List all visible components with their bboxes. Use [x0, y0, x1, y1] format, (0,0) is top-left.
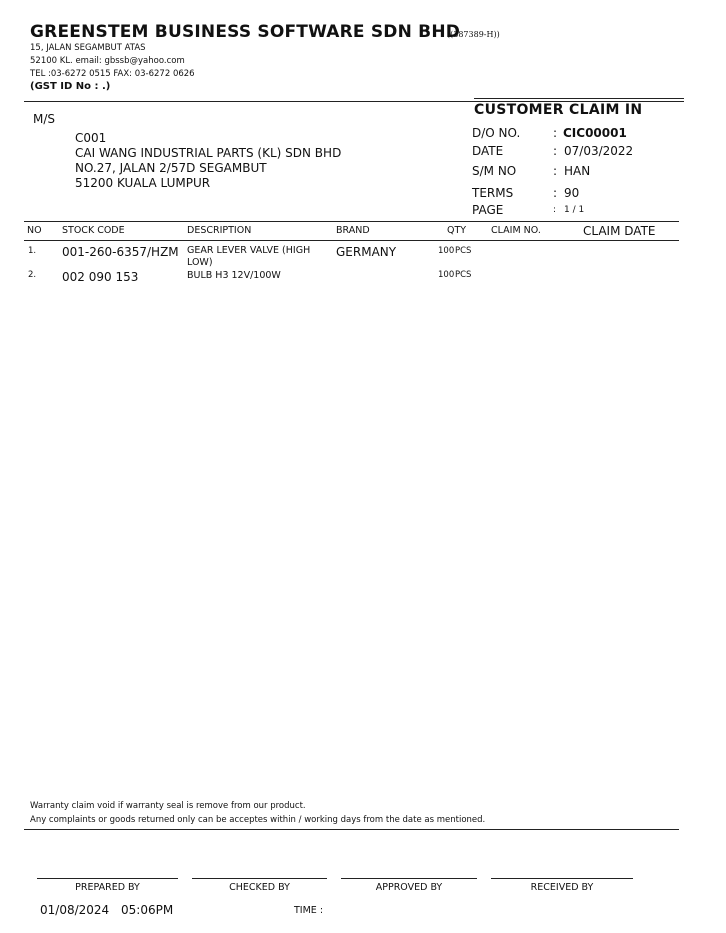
col-header-claim-no: CLAIM NO. [491, 225, 541, 236]
row2-description-line1: BULB H3 12V/100W [187, 270, 281, 281]
date-label: DATE [472, 144, 504, 158]
received-by-line [491, 878, 633, 879]
row1-description-line1: GEAR LEVER VALVE (HIGH [187, 245, 311, 256]
row2-uom: PCS [455, 270, 472, 280]
sm-no-value: HAN [564, 164, 591, 178]
ms-label: M/S [33, 112, 56, 126]
row1-stock-code: 001-260-6357/HZM [62, 245, 179, 259]
terms-colon: : [553, 186, 558, 200]
row2-stock-code: 002 090 153 [62, 270, 139, 284]
row2-no: 2. [28, 270, 37, 280]
row1-description-line2: LOW) [187, 257, 213, 268]
customer-address2: 51200 KUALA LUMPUR [75, 176, 211, 190]
customer-name: CAI WANG INDUSTRIAL PARTS (KL) SDN BHD [75, 146, 342, 160]
col-header-qty: QTY [447, 225, 467, 236]
customer-code: C001 [75, 131, 107, 145]
sm-no-colon: : [553, 164, 558, 178]
sm-no-label: S/M NO [472, 164, 517, 178]
document-title: CUSTOMER CLAIM IN [474, 102, 643, 118]
prepared-by-line [37, 878, 178, 879]
received-by-label: RECEIVED BY [530, 882, 594, 893]
col-header-stock-code: STOCK CODE [62, 225, 125, 236]
title-rule-top [474, 98, 684, 99]
warranty-note: Warranty claim void if warranty seal is remove from our product. [30, 801, 306, 811]
row2-qty: 100 [438, 270, 455, 280]
table-header-rule-top [24, 221, 679, 222]
row1-brand: GERMANY [336, 245, 397, 259]
complaints-note: Any complaints or goods returned only can be acceptes within / working days from the date as mentioned. [30, 815, 486, 825]
customer-address1: NO.27, JALAN 2/57D SEGAMBUT [75, 161, 267, 175]
terms-value: 90 [564, 186, 580, 200]
terms-label: TERMS [472, 186, 514, 200]
checked-by-label: CHECKED BY [229, 882, 290, 893]
page-colon: : [553, 205, 557, 215]
page-value: 1 / 1 [564, 205, 585, 215]
row1-no: 1. [28, 246, 37, 256]
company-address-line1: 15, JALAN SEGAMBUT ATAS [30, 43, 146, 53]
table-header-rule-bottom [24, 240, 679, 241]
company-name: GREENSTEM BUSINESS SOFTWARE SDN BHD [30, 22, 461, 42]
col-header-no: NO [27, 225, 42, 236]
notes-rule [24, 829, 679, 830]
date-colon: : [553, 144, 558, 158]
company-reg-no: ((387389-H)) [447, 30, 500, 39]
col-header-claim-date: CLAIM DATE [583, 224, 656, 238]
company-gst-id: (GST ID No : .) [30, 81, 111, 92]
prepared-by-label: PREPARED BY [75, 882, 140, 893]
date-value: 07/03/2022 [564, 144, 634, 158]
time-label: TIME : [294, 905, 324, 916]
approved-by-label: APPROVED BY [375, 882, 443, 893]
company-address-line2: 52100 KL. email: gbssb@yahoo.com [30, 56, 185, 66]
page-label: PAGE [472, 203, 504, 217]
print-time: 05:06PM [121, 903, 174, 917]
checked-by-line [192, 878, 327, 879]
col-header-brand: BRAND [336, 225, 370, 236]
do-no-label: D/O NO. [472, 126, 521, 140]
col-header-description: DESCRIPTION [187, 225, 252, 236]
do-no-value: CIC00001 [563, 126, 627, 140]
row1-qty: 100 [438, 246, 455, 256]
approved-by-line [341, 878, 477, 879]
row1-uom: PCS [455, 246, 472, 256]
company-contact: TEL :03-6272 0515 FAX: 03-6272 0626 [30, 69, 195, 79]
do-no-colon: : [553, 126, 558, 140]
print-date: 01/08/2024 [40, 903, 110, 917]
